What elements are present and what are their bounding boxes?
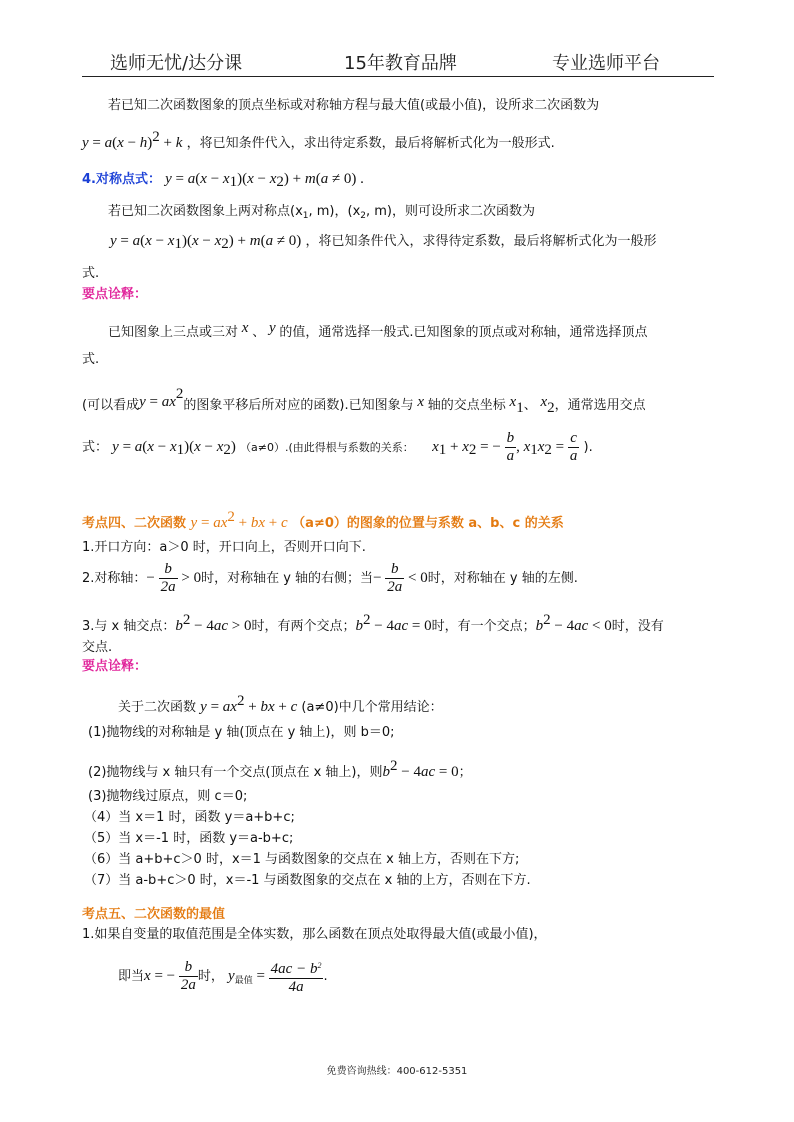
vertex-form-formula: y bbox=[82, 135, 89, 151]
note2-c6: （6）当 a+b+c＞0 时，x＝1 与函数图象的交点在 x 轴上方，否则在下方; bbox=[84, 852, 520, 867]
note1-line1: 已知图象上三点或三对 x 、 y 的值，通常选择一般式.已知图象的顶点或对称轴，通常选择顶点 bbox=[108, 320, 648, 340]
section4-title: 考点四、二次函数 $y = ax^2$ + bx + c （a≠0）的图象的位置与系数 a、b、c 的关系 bbox=[82, 509, 564, 531]
header-left: 选师无忧/达分课 bbox=[110, 53, 243, 74]
section4-item1: 1.开口方向：a＞0 时，开口向上，否则开口向下. bbox=[82, 540, 366, 555]
note2-c5: （5）当 x＝-1 时，函数 y＝a-b+c; bbox=[84, 831, 294, 846]
header-middle: 15年教育品牌 bbox=[344, 53, 457, 74]
note1-label: 要点诠释： bbox=[82, 287, 148, 302]
section5-item1: 1.如果自变量的取值范围是全体实数，那么函数在顶点处取得最大值(或最小值)， bbox=[82, 927, 547, 942]
note1-line4: 式： $y = a(x - x_1)(x - x_2)$ （a≠0）.(由此得根与系数的关系： $x_1 + x_2$ = − $\frac{b}{a}$ , $x_1x_2$ = $\frac{c}{a}$ ). bbox=[82, 430, 593, 464]
note2-c1: (1)抛物线的对称轴是 y 轴(顶点在 y 轴上)，则 b＝0; bbox=[88, 725, 395, 740]
symmetric-form-line1: 若已知二次函数图象上两对称点($x_1$, m)，($x_2$, m)，则可设所求二次函数为 bbox=[108, 204, 536, 221]
page-header bbox=[82, 46, 714, 77]
note2-c2: (2)抛物线与 x 轴只有一个交点(顶点在 x 轴上)，则$b^2 - 4ac = 0$； bbox=[88, 758, 472, 780]
ymax-subscript: 最值 bbox=[234, 976, 253, 986]
note2-label: 要点诠释： bbox=[82, 659, 148, 674]
note2-c3: (3)抛物线过原点，则 c＝0; bbox=[88, 789, 248, 804]
section5-title: 考点五、二次函数的最值 bbox=[82, 907, 226, 922]
symmetric-form-line2: $y = a(x - x_1)(x - x_2) + m(a \ne 0)$ ，将已知条件代入，求得待定系数，最后将解析式化为一般形 bbox=[110, 233, 657, 252]
note2-c4: （4）当 x＝1 时，函数 y＝a+b+c; bbox=[84, 810, 295, 825]
section5-item1b: 即当x = − $\frac{b}{2a}$ 时， $y_{最值}$ = $\frac{4ac - b^2}{4a}$ . bbox=[118, 959, 328, 995]
note1-line3: (可以看成$y = ax^2$的图象平移后所对应的函数).已知图象与 x 轴的交点坐标 $x_1$、 $x_2$，通常选用交点 bbox=[82, 386, 646, 416]
footer-hotline: 免费咨询热线：400-612-5351 bbox=[326, 1066, 468, 1077]
vertex-form-line2: $y = a(x - h)^2 + k$ ，将已知条件代入，求出待定系数，最后将解析式化为一般形式. bbox=[82, 129, 555, 151]
vertex-form-line1: 若已知二次函数图象的顶点坐标或对称轴方程与最大值(或最小值)，设所求二次函数为 bbox=[108, 98, 600, 113]
symmetric-form-line3: 式. bbox=[82, 266, 100, 281]
note1-line2: 式. bbox=[82, 352, 100, 367]
vertex-form-text: ，将已知条件代入，求出待定系数，最后将解析式化为一般形式. bbox=[186, 136, 555, 151]
symmetric-form-title-line: 4.对称点式： $y = a(x - x_1)(x - x_2) + m(a \ne 0)$ . bbox=[82, 171, 364, 190]
section4-item3-cont: 交点. bbox=[82, 640, 113, 655]
note2-c7: （7）当 a-b+c＞0 时，x＝-1 与函数图象的交点在 x 轴的上方，否则在下方. bbox=[84, 873, 531, 888]
symmetric-form-text: ，将已知条件代入，求得待定系数，最后将解析式化为一般形 bbox=[305, 234, 657, 249]
note2-intro: 关于二次函数 $y = ax^2$ + bx + c (a≠0)中几个常用结论： bbox=[118, 693, 443, 715]
header-right: 专业选师平台 bbox=[552, 53, 660, 74]
symmetric-form-title: 4.对称点式： bbox=[82, 172, 161, 187]
section4-item3: 3.与 x 轴交点：$b^2 - 4ac > 0$时，有两个交点；$b^2 - 4ac = 0$时，有一个交点；$b^2 - 4ac < 0$时，没有 bbox=[82, 612, 664, 634]
section4-item2: 2.对称轴：− $\frac{b}{2a}$ > 0时，对称轴在 y 轴的右侧；当− $\frac{b}{2a}$ < 0时，对称轴在 y 轴的左侧. bbox=[82, 561, 578, 595]
